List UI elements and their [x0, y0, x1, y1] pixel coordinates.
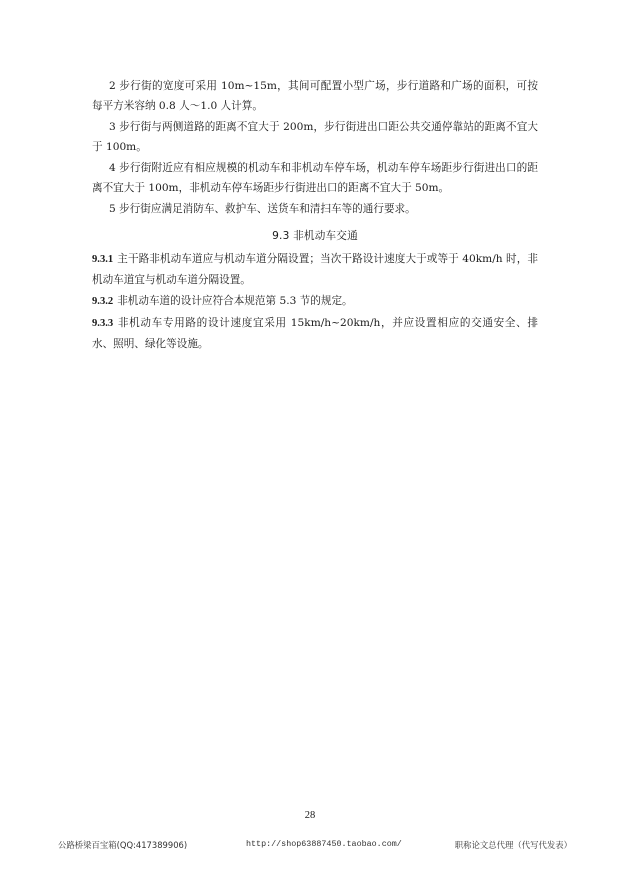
clause-9-3-3 [92, 313, 538, 354]
paragraph-item-3: 3 步行街与两侧道路的距离不宜大于 200m，步行街进出口距公共交通停靠站的距离不宜大于 100m。 [92, 121, 538, 153]
footer-right-text: 职称论文总代理（代写代发表） [454, 840, 572, 850]
clause-number: 9.3.2 [92, 296, 114, 307]
clause-number: 9.3.3 [92, 318, 114, 329]
paragraph-item-4: 4 步行街附近应有相应规模的机动车和非机动车停车场，机动车停车场距步行街进出口的距离不宜大于 100m，非机动车停车场距步行街进出口的距离不宜大于 50m。 [92, 162, 538, 194]
footer-url: http://shop63887450.taobao.com/ [246, 839, 402, 849]
section-heading: 9.3 非机动车交通 [272, 230, 358, 242]
paragraph-item-2: 2 步行街的宽度可采用 10m~15m，其间可配置小型广场，步行道路和广场的面积，可按每平方米容纳 0.8 人～1.0 人计算。 [92, 80, 538, 112]
page-footer [58, 839, 572, 853]
page-number: 28 [304, 810, 316, 821]
clause-text: 主干路非机动车道应与机动车道分隔设置；当次干路设计速度大于或等于 40km/h 时，非机动车道宜与机动车道分隔设置。 [92, 253, 538, 286]
page-content [92, 76, 538, 355]
clause-number: 9.3.1 [92, 254, 114, 265]
paragraph-item-5: 5 步行街应满足消防车、救护车、送货车和清扫车等的通行要求。 [109, 203, 416, 215]
clause-9-3-1 [92, 249, 538, 290]
clause-text: 非机动车道的设计应符合本规范第 5.3 节的规定。 [117, 295, 353, 307]
clause-text: 非机动车专用路的设计速度宜采用 15km/h~20km/h，并应设置相应的交通安全、排水、照明、绿化等设施。 [92, 317, 538, 350]
footer-left-text: 公路桥梁百宝箱(QQ:417389906) [58, 840, 188, 850]
clause-9-3-2 [92, 291, 538, 312]
